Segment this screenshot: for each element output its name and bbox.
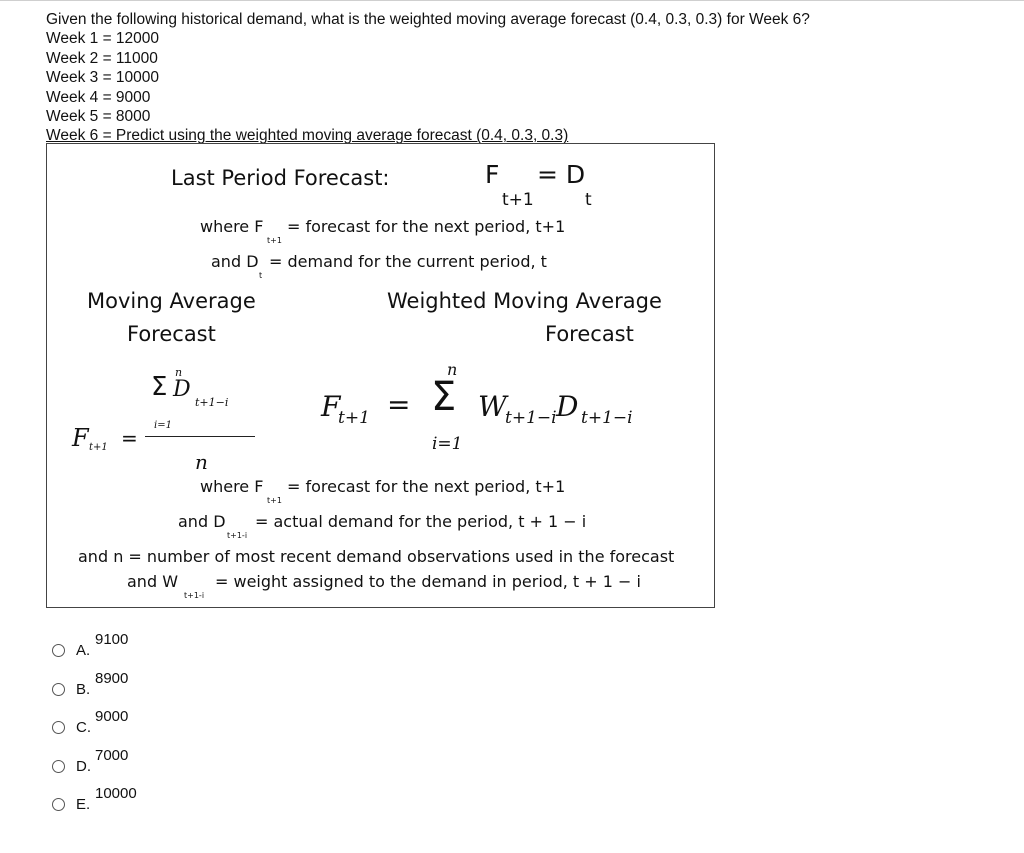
week-5-demand: Week 5 = 8000: [46, 108, 151, 126]
wma-D-symbol: D: [556, 390, 579, 423]
and-demand-sub: t: [259, 271, 263, 280]
option-d[interactable]: [52, 744, 192, 783]
option-c[interactable]: [52, 705, 192, 744]
and-demand-definition: = demand for the current period, t: [269, 252, 547, 271]
wma-W-symbol: W: [478, 390, 507, 423]
option-a[interactable]: [52, 628, 192, 667]
and-weight-label: and W: [127, 572, 179, 591]
where-next-period-definition: = forecast for the next period, t+1: [287, 477, 566, 496]
top-divider: [0, 0, 1024, 1]
wma-i1: i=1: [432, 434, 463, 454]
option-a-radio[interactable]: [52, 644, 65, 657]
ma-F-symbol: F: [72, 424, 89, 452]
option-e-letter: E.: [76, 796, 91, 813]
option-c-radio[interactable]: [52, 721, 65, 734]
wma-sigma-symbol: Σ: [431, 374, 457, 420]
week-1-demand: Week 1 = 12000: [46, 30, 160, 48]
option-c-value: 9000: [95, 708, 129, 725]
ma-n-top: n: [175, 366, 183, 379]
last-period-equals-D: = D: [537, 160, 586, 189]
question-block: [46, 10, 810, 146]
option-b[interactable]: [52, 667, 192, 706]
and-n-definition: and n = number of most recent demand observations used in the forecast: [78, 547, 675, 566]
where-forecast-label: where F: [200, 217, 264, 236]
ma-n-bottom: n: [195, 450, 208, 474]
weighted-moving-average-title: Weighted Moving Average: [387, 289, 662, 313]
option-d-letter: D.: [76, 757, 91, 775]
last-period-sub-t1: t+1: [502, 190, 534, 210]
and-weight-sub: t+1-i: [184, 591, 205, 600]
moving-average-title: Moving Average: [87, 289, 256, 313]
option-c-letter: C.: [76, 719, 91, 736]
ma-fraction-bar: [145, 436, 255, 437]
option-a-value: 9100: [95, 631, 129, 648]
and-actual-demand-sub: t+1-i: [227, 531, 248, 540]
option-b-letter: B.: [76, 680, 91, 698]
weighted-moving-average-forecast-title: Forecast: [545, 322, 634, 346]
option-b-value: 8900: [95, 669, 129, 687]
ma-equals: =: [121, 426, 138, 450]
wma-equals: =: [387, 388, 411, 421]
last-period-label: Last Period Forecast:: [171, 166, 390, 190]
answer-options: [52, 628, 192, 821]
wma-n-top: n: [447, 360, 458, 379]
option-b-radio[interactable]: [52, 683, 65, 696]
ma-D-symbol: D: [173, 377, 191, 402]
week-2-demand: Week 2 = 11000: [46, 49, 158, 67]
ma-F-sub: t+1: [89, 442, 108, 453]
where-next-period-sub: t+1: [267, 496, 282, 505]
week-6-instruction: Week 6 = Predict using the weighted moving average forecast (0.4, 0.3, 0.3): [46, 127, 569, 145]
week-3-demand: Week 3 = 10000: [46, 69, 160, 87]
wma-W-sub: t+1−i: [505, 408, 557, 428]
wma-F-symbol: F: [321, 390, 341, 423]
where-next-period-label: where F: [200, 477, 264, 496]
moving-average-forecast-title: Forecast: [127, 322, 216, 346]
and-actual-demand-label: and D: [178, 512, 226, 531]
wma-D-sub: t+1−i: [581, 408, 633, 428]
and-weight-definition: = weight assigned to the demand in period, t + 1 − i: [215, 572, 641, 591]
option-d-radio[interactable]: [52, 760, 65, 773]
last-period-sub-t: t: [585, 190, 592, 210]
week-4-demand: Week 4 = 9000: [46, 88, 151, 106]
ma-i1: i=1: [154, 420, 172, 431]
question-prompt: Given the following historical demand, what is the weighted moving average forecast (0.4, 0.3, 0.3) for Week 6?: [46, 11, 810, 28]
where-forecast-sub: t+1: [267, 236, 282, 245]
and-actual-demand-definition: = actual demand for the period, t + 1 − i: [255, 512, 587, 531]
formula-image: [46, 143, 715, 608]
wma-F-sub: t+1: [338, 408, 370, 428]
option-a-letter: A.: [76, 642, 91, 659]
option-d-value: 7000: [95, 746, 129, 764]
and-demand-label: and D: [211, 252, 259, 271]
option-e-radio[interactable]: [52, 798, 65, 811]
last-period-F: F: [485, 160, 500, 189]
option-e-value: 10000: [95, 785, 137, 802]
ma-D-sub: t+1−i: [195, 396, 229, 409]
ma-sigma-symbol: Σ: [151, 372, 168, 402]
where-forecast-definition: = forecast for the next period, t+1: [287, 217, 566, 236]
option-e[interactable]: [52, 782, 192, 821]
